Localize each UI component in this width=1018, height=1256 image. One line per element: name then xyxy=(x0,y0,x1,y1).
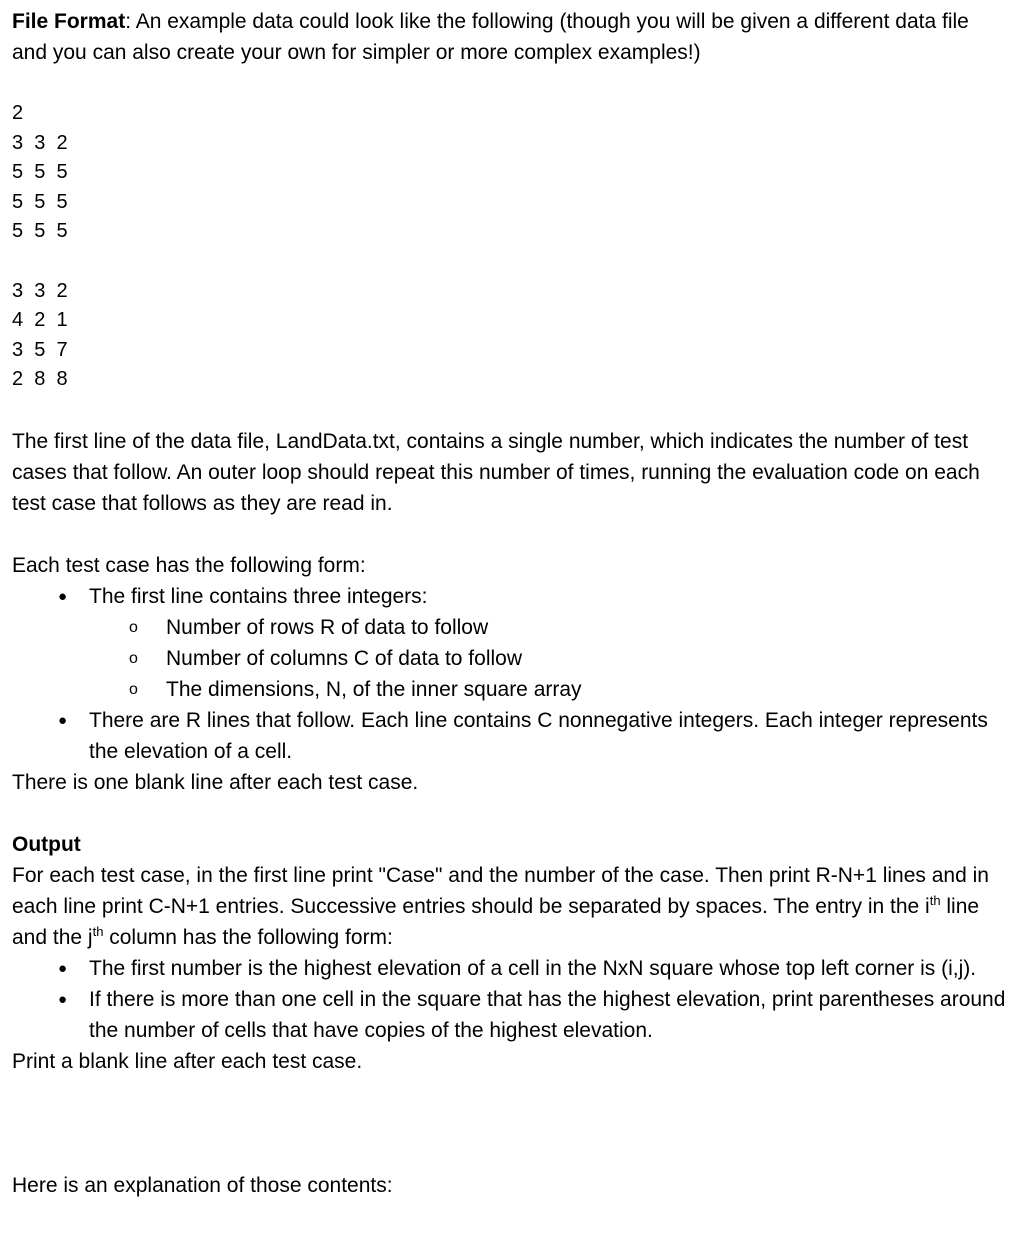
sample-line: 3 3 2 xyxy=(12,131,68,154)
output-list xyxy=(12,953,1008,1046)
sample-line: 3 3 2 xyxy=(12,279,68,302)
sub-list-item-text: The dimensions, N, of the inner square array xyxy=(166,677,582,701)
list-item-text: If there is more than one cell in the square that has the highest elevation, print parentheses around the number of cells that have copies of the highest elevation. xyxy=(89,987,1006,1042)
output-paragraph xyxy=(12,860,1008,953)
sample-line: 4 2 1 xyxy=(12,309,68,331)
sub-list xyxy=(89,612,1008,705)
output-text: line and the j xyxy=(12,894,980,949)
test-case-list xyxy=(12,581,1008,767)
list-item-text: There are R lines that follow. Each line contains C nonnegative integers. Each integer represents the elevation of a cell. xyxy=(89,708,988,763)
sub-list-item xyxy=(89,643,1008,674)
list-item-text: The first number is the highest elevation of a cell in the NxN square whose top left corner is (i,j). xyxy=(89,956,977,980)
sample-blank-line xyxy=(12,247,1008,277)
bullet-icon: ● xyxy=(58,711,68,729)
test-case-footer: There is one blank line after each test case. xyxy=(12,770,419,794)
output-footer: Print a blank line after each test case. xyxy=(12,1049,363,1073)
output-heading: Output xyxy=(12,832,81,856)
sample-line: 2 xyxy=(12,102,24,124)
sub-list-item xyxy=(89,612,1008,643)
file-format-text: : An example data could look like the following (though you will be given a different data file and you can also create your own for simpler or more complex examples!) xyxy=(12,10,969,64)
sample-line: 5 5 5 xyxy=(12,190,68,213)
sub-list-item-text: Number of rows R of data to follow xyxy=(166,615,489,639)
list-item xyxy=(12,984,1008,1046)
list-item xyxy=(12,705,1008,767)
explanation-line: Here is an explanation of those contents: xyxy=(12,1173,393,1197)
sample-line: 2 8 8 xyxy=(12,368,68,390)
sample-line: 5 5 5 xyxy=(12,161,68,183)
list-item xyxy=(12,953,1008,984)
first-line-paragraph: The first line of the data file, LandData.txt, contains a single number, which indicates the number of test cases that follow. An outer loop should repeat this number of times, running the evaluation code on each test case that follows as they are read in. xyxy=(12,429,980,515)
test-case-heading: Each test case has the following form: xyxy=(12,553,366,577)
file-format-paragraph xyxy=(12,6,1008,68)
bullet-icon: ● xyxy=(58,587,68,605)
superscript: th xyxy=(92,923,104,939)
list-item-text: The first line contains three integers: xyxy=(89,584,428,608)
output-section xyxy=(12,829,1008,1077)
superscript: th xyxy=(929,892,941,908)
test-case-section xyxy=(12,550,1008,798)
document-page xyxy=(12,6,1008,1201)
output-text: column has the following form: xyxy=(103,925,393,949)
bullet-icon: ● xyxy=(58,990,68,1008)
sub-list-item xyxy=(89,674,1008,705)
bullet-icon: ● xyxy=(58,959,68,977)
sample-line: 5 5 5 xyxy=(12,220,68,242)
sample-data-block xyxy=(12,99,1008,395)
sample-line: 3 5 7 xyxy=(12,338,68,361)
sub-list-item-text: Number of columns C of data to follow xyxy=(166,646,522,670)
list-item xyxy=(12,581,1008,705)
output-text: For each test case, in the first line print "Case" and the number of the case. Then print R-N+1 lines and in each line print C-N+1 entries. Successive entries should be separated by spaces. The entry in the i xyxy=(12,863,989,918)
file-format-label: File Format xyxy=(12,10,126,33)
circle-bullet-icon: o xyxy=(129,649,138,667)
circle-bullet-icon: o xyxy=(129,680,138,698)
circle-bullet-icon: o xyxy=(129,618,138,636)
